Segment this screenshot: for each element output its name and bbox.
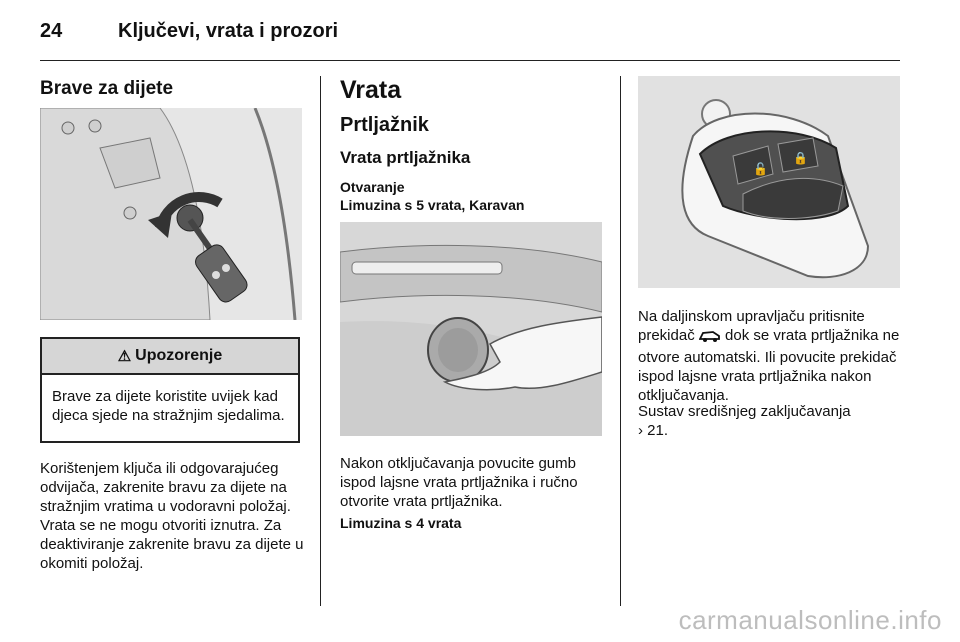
subtitle: Prtljažnik [340,114,429,136]
tailgate-open-instructions: Nakon otključavanja povucite gumb ispod lajsne vrata prtljažnika i ručno otvorite vrata prtljažnika. [340,455,578,510]
warning-triangle-icon: ⚠ [117,348,132,365]
remote-text-before: Na daljinskom upravljaču pritisnite prekidač [638,308,865,344]
tailgate-handle-illustration [340,222,602,436]
main-title: Vrata [340,76,402,104]
child-lock-illustration [40,108,302,320]
central-locking-reference [638,402,904,440]
page-reference-icon: › [638,422,643,439]
section-title: Brave za dijete [40,78,174,99]
warning-box [40,337,300,443]
watermark: carmanualsonline.info [678,605,942,635]
chapter-title: Ključevi, vrata i prozori [118,20,339,42]
subsubtitle: Vrata prtljažnika [340,148,471,167]
column-divider [620,76,621,606]
car-trunk-icon [699,329,721,348]
warning-text: Brave za dijete koristite uvijek kad djeca sjede na stražnjim sjedalima. [52,388,285,424]
child-lock-instructions: Korištenjem ključa ili odgovarajućeg odvijača, zakrenite bravu za dijete na stražnjim vratima u vodoravni položaj. Vrata se ne mogu otvoriti iznutra. Za deaktiviranje zakrenite bravu za dijete u okomiti položaj. [40,460,304,572]
label-open: Otvaranje [340,179,405,195]
label-variant-4door: Limuzina s 4 vrata [340,515,462,531]
remote-key-illustration [638,76,900,288]
remote-text-after: dok se vrata prtljažnika ne otvore automatski. Ili povucite prekidač ispod lajsne vrata prtljažnika nakon otključavanja. [638,327,900,404]
page-number: 24 [40,20,63,42]
svg-text:🔓: 🔓 [753,162,768,176]
header-rule [40,60,900,61]
remote-trunk-instructions [638,307,904,405]
central-locking-text: Sustav središnjeg zaključavanja [638,403,851,420]
label-variant: Limuzina s 5 vrata, Karavan [340,197,525,213]
svg-text:🔒: 🔒 [793,151,808,165]
warning-header [42,339,298,375]
warning-title: Upozorenje [135,347,223,364]
column-divider [320,76,321,606]
page-reference: 21. [647,422,669,439]
